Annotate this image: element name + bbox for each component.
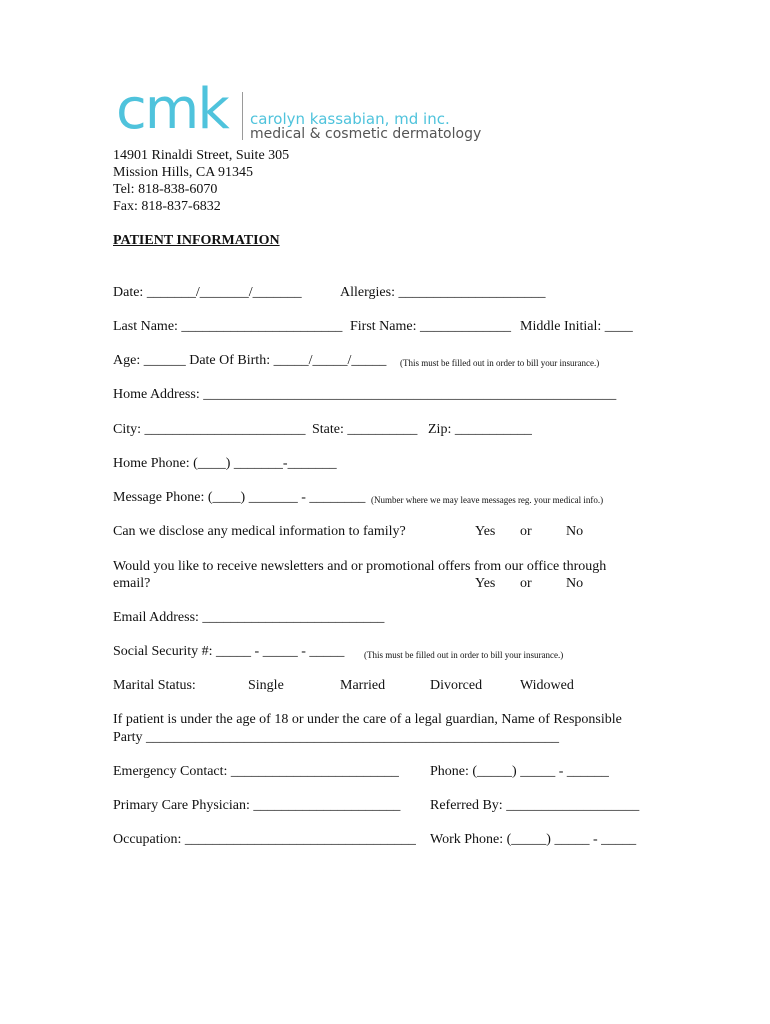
logo-clinic-name: carolyn kassabian, md inc. (250, 110, 450, 128)
ssn-insurance-note: (This must be filled out in order to bill your insurance.) (364, 650, 564, 660)
occupation-field[interactable]: Occupation: _________________________________ (113, 832, 416, 847)
section-heading: PATIENT INFORMATION (113, 233, 280, 248)
logo-mark: cmk (116, 77, 228, 142)
allergies-field[interactable]: Allergies: _____________________ (340, 285, 546, 300)
address-city: Mission Hills, CA 91345 (113, 165, 254, 180)
message-phone-field[interactable]: Message Phone: (____) _______ - ________ (113, 490, 366, 505)
address-street: 14901 Rinaldi Street, Suite 305 (113, 148, 290, 163)
newsletter-or-text: or (520, 576, 532, 591)
marital-option-married[interactable]: Married (340, 678, 386, 693)
zip-field[interactable]: Zip: ___________ (428, 422, 532, 437)
dob-insurance-note: (This must be filled out in order to bill your insurance.) (400, 358, 600, 368)
referred-by-field[interactable]: Referred By: ___________________ (430, 798, 640, 813)
logo-tagline: medical & cosmetic dermatology (250, 126, 482, 142)
responsible-party-field[interactable]: Party ___________________________________________________________ (113, 730, 560, 745)
state-field[interactable]: State: __________ (312, 422, 418, 437)
address-fax: Fax: 818-837-6832 (113, 199, 221, 214)
work-phone-field[interactable]: Work Phone: (_____) _____ - _____ (430, 832, 637, 847)
disclose-yes-option[interactable]: Yes (475, 524, 496, 539)
date-field[interactable]: Date: _______/_______/_______ (113, 285, 302, 300)
last-name-field[interactable]: Last Name: _______________________ (113, 319, 343, 334)
email-field[interactable]: Email Address: __________________________ (113, 610, 385, 625)
ssn-field[interactable]: Social Security #: _____ - _____ - _____ (113, 644, 345, 659)
emergency-phone-field[interactable]: Phone: (_____) _____ - ______ (430, 764, 609, 779)
message-phone-note: (Number where we may leave messages reg. your medical info.) (371, 495, 604, 505)
disclose-question: Can we disclose any medical information to family? (113, 524, 406, 539)
newsletter-question-line1: Would you like to receive newsletters and or promotional offers from our office through (113, 559, 607, 574)
newsletter-yes-option[interactable]: Yes (475, 576, 496, 591)
newsletter-no-option[interactable]: No (566, 576, 584, 591)
middle-initial-field[interactable]: Middle Initial: ____ (520, 319, 633, 334)
marital-status-label: Marital Status: (113, 678, 196, 693)
newsletter-question-line2: email? (113, 576, 151, 591)
guardian-question: If patient is under the age of 18 or under the care of a legal guardian, Name of Responsible (113, 712, 622, 727)
disclose-or-text: or (520, 524, 532, 539)
age-dob-field[interactable]: Age: ______ Date Of Birth: _____/_____/_____ (113, 353, 387, 368)
marital-option-widowed[interactable]: Widowed (520, 678, 574, 693)
primary-physician-field[interactable]: Primary Care Physician: _____________________ (113, 798, 401, 813)
address-tel: Tel: 818-838-6070 (113, 182, 218, 197)
city-field[interactable]: City: _______________________ (113, 422, 306, 437)
home-address-field[interactable]: Home Address: ___________________________________________________________ (113, 387, 617, 402)
emergency-contact-field[interactable]: Emergency Contact: ________________________ (113, 764, 399, 779)
logo-separator (242, 92, 243, 140)
first-name-field[interactable]: First Name: _____________ (350, 319, 511, 334)
marital-option-single[interactable]: Single (248, 678, 284, 693)
home-phone-field[interactable]: Home Phone: (____) _______-_______ (113, 456, 337, 471)
disclose-no-option[interactable]: No (566, 524, 584, 539)
marital-option-divorced[interactable]: Divorced (430, 678, 483, 693)
